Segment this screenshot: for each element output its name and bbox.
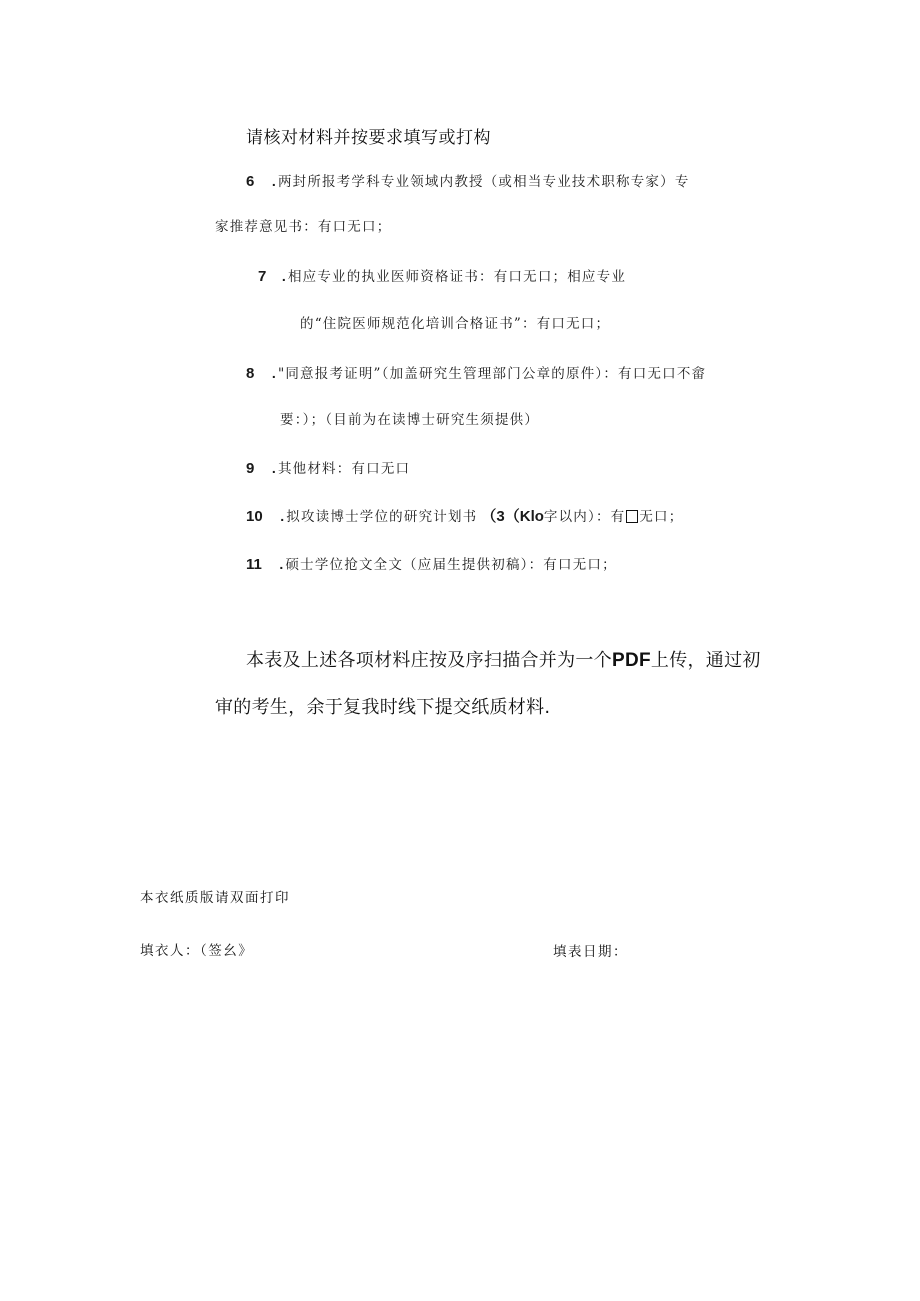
item-8-number: 8 <box>246 365 255 382</box>
item-11-number: 11 <box>246 556 262 573</box>
item-6-text-1: 两封所报考学科专业领域内教授（或相当专业技术职称专家）专 <box>277 174 690 190</box>
signer-label: 填衣人：（签幺》 <box>140 943 254 959</box>
item-10-text-c: 字以内）：有 <box>543 509 626 525</box>
item-10-number: 10 <box>246 508 263 525</box>
item-9-line <box>246 461 410 477</box>
item-6-line-2: 家推荐意见书：有口无口； <box>215 219 392 235</box>
notice-line-1 <box>246 651 761 670</box>
item-10-text-a: 拟攻读博士学位的研究计划书 <box>286 509 478 525</box>
notice-line-2: 审的考生，余于复我时线下提交纸质材料. <box>215 697 551 718</box>
item-8-text-1: "同意报考证明”（加盖研究生管理部门公章的原件）：有口无口不畲 <box>277 366 707 382</box>
notice-pdf: PDF <box>612 650 651 671</box>
item-10-word-limit: （3（Klo <box>481 508 544 525</box>
item-9-text: 其他材料：有口无口 <box>277 461 411 477</box>
print-note: 本衣纸质版请双面打印 <box>140 890 290 906</box>
item-11-line <box>246 557 617 573</box>
item-9-dot: . <box>271 460 277 476</box>
item-7-text-1: 相应专业的执业医师资格证书：有口无口；相应专业 <box>287 269 627 285</box>
checkbox-icon <box>626 510 638 523</box>
item-8-dot: . <box>271 365 277 381</box>
item-6-dot: . <box>271 173 277 189</box>
item-9-number: 9 <box>246 460 255 477</box>
item-6-number: 6 <box>246 173 255 190</box>
item-7-line-1 <box>258 269 626 285</box>
notice-text-b: 上传，通过初 <box>650 650 761 671</box>
date-label: 填表日期： <box>553 944 628 960</box>
item-8-line-2: 要：）；（目前为在读博士研究生须提供） <box>280 412 540 428</box>
item-6-line-1 <box>246 174 690 190</box>
notice-text-a: 本表及上述各项材料庄按及序扫描合并为一个 <box>246 650 612 671</box>
item-8-line-1 <box>246 366 706 382</box>
item-7-number: 7 <box>258 268 267 285</box>
section-heading: 请核对材料并按要求填写或打构 <box>246 128 491 148</box>
item-10-dot: . <box>280 508 286 524</box>
item-11-dot: . <box>279 556 285 572</box>
item-10-text-d: 无口； <box>639 509 684 525</box>
item-7-dot: . <box>281 268 287 284</box>
item-7-line-2: 的“住院医师规范化培训合格证书”：有口无口； <box>300 316 611 332</box>
item-10-line <box>246 509 683 525</box>
item-11-text: 硕士学位抢文全文（应届生提供初稿）：有口无口； <box>285 557 617 573</box>
